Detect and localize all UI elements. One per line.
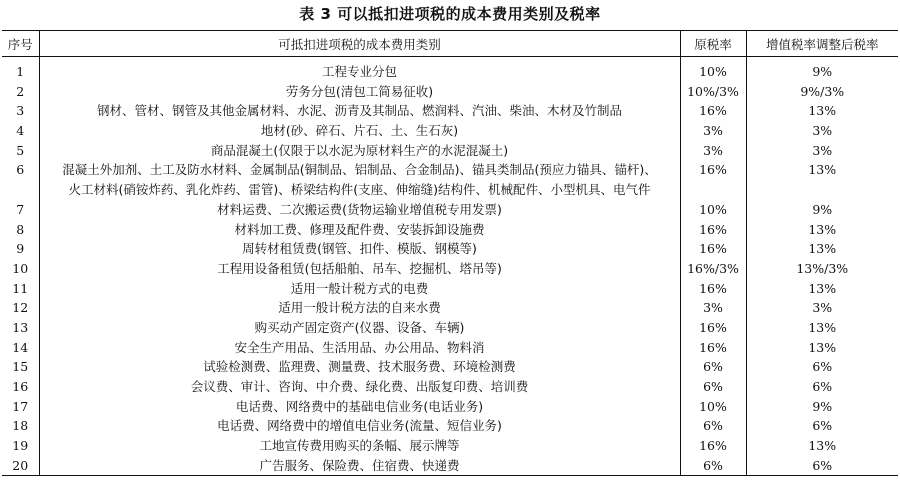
row-adjusted-rate: 3% bbox=[746, 121, 898, 141]
row-adjusted-rate: 9% bbox=[746, 57, 898, 82]
row-seq: 15 bbox=[2, 357, 39, 377]
category-line: 安全生产用品、生活用品、办公用品、物料消 bbox=[234, 339, 485, 355]
row-seq: 8 bbox=[2, 220, 39, 240]
row-original-rate: 6% bbox=[680, 357, 746, 377]
row-seq: 9 bbox=[2, 239, 39, 259]
row-original-rate: 16% bbox=[680, 101, 746, 121]
row-original-rate: 6% bbox=[680, 416, 746, 436]
category-line: 工程专业分包 bbox=[321, 64, 397, 79]
row-seq: 13 bbox=[2, 318, 39, 338]
table-row bbox=[2, 200, 898, 220]
row-category bbox=[39, 298, 680, 318]
category-line: 材料运费、二次搬运费(货物运输业增值税专用发票) bbox=[217, 201, 502, 217]
category-line: 购买动产固定资产(仪器、设备、车辆) bbox=[254, 319, 465, 335]
category-line: 广告服务、保险费、住宿费、快递费 bbox=[259, 457, 460, 473]
header-adjusted-rate: 增值税率调整后税率 bbox=[746, 31, 898, 57]
row-category bbox=[39, 160, 680, 199]
table-row bbox=[2, 357, 898, 377]
category-line: 试验检测费、监理费、测量费、技术服务费、环境检测费 bbox=[203, 359, 516, 375]
row-seq: 17 bbox=[2, 397, 39, 417]
row-seq: 5 bbox=[2, 141, 39, 161]
table-row bbox=[2, 338, 898, 358]
table-title: 表 3 可以抵扣进项税的成本费用类别及税率 bbox=[299, 5, 601, 23]
row-seq: 12 bbox=[2, 298, 39, 318]
row-original-rate: 16% bbox=[680, 436, 746, 456]
row-seq: 7 bbox=[2, 200, 39, 220]
row-seq: 4 bbox=[2, 121, 39, 141]
row-adjusted-rate: 9% bbox=[746, 200, 898, 220]
row-original-rate: 10% bbox=[680, 200, 746, 220]
row-adjusted-rate: 13% bbox=[746, 160, 898, 199]
row-adjusted-rate: 13% bbox=[746, 220, 898, 240]
row-category bbox=[39, 82, 680, 102]
row-original-rate: 3% bbox=[680, 298, 746, 318]
table-row bbox=[2, 456, 898, 476]
row-original-rate: 10% bbox=[680, 397, 746, 417]
row-adjusted-rate: 13% bbox=[746, 101, 898, 121]
row-adjusted-rate: 6% bbox=[746, 416, 898, 436]
row-seq: 3 bbox=[2, 101, 39, 121]
table-row bbox=[2, 57, 898, 82]
category-line: 混凝土外加剂、土工及防水材料、金属制品(铜制品、铝制品、合金制品)、锚具类制品(预应力锚具、锚杆)、 bbox=[62, 162, 657, 178]
table-row bbox=[2, 239, 898, 259]
row-seq: 16 bbox=[2, 377, 39, 397]
row-seq: 6 bbox=[2, 160, 39, 199]
row-original-rate: 10%/3% bbox=[680, 82, 746, 102]
category-line: 钢材、管材、钢管及其他金属材料、水泥、沥青及其制品、燃润料、汽油、柴油、木材及竹制品 bbox=[96, 103, 622, 119]
row-category bbox=[39, 141, 680, 161]
table-header-row bbox=[2, 31, 898, 57]
category-line: 工地宣传费用购买的条幅、展示牌等 bbox=[259, 438, 460, 454]
row-seq: 10 bbox=[2, 259, 39, 279]
row-original-rate: 16% bbox=[680, 220, 746, 240]
row-seq: 19 bbox=[2, 436, 39, 456]
category-line: 周转材租赁费(钢管、扣件、模版、钢模等) bbox=[242, 241, 477, 257]
tax-rate-table bbox=[2, 30, 898, 476]
row-seq: 1 bbox=[2, 57, 39, 82]
row-adjusted-rate: 9%/3% bbox=[746, 82, 898, 102]
row-category bbox=[39, 397, 680, 417]
row-category bbox=[39, 279, 680, 299]
row-category bbox=[39, 239, 680, 259]
table-row bbox=[2, 82, 898, 102]
table-row bbox=[2, 298, 898, 318]
table-body bbox=[2, 57, 898, 476]
row-adjusted-rate: 6% bbox=[746, 357, 898, 377]
category-line: 电话费、网络费中的基础电信业务(电话业务) bbox=[235, 398, 484, 414]
category-line: 适用一般计税方式的电费 bbox=[290, 280, 429, 296]
row-category bbox=[39, 436, 680, 456]
row-category bbox=[39, 121, 680, 141]
header-category: 可抵扣进项税的成本费用类别 bbox=[39, 31, 680, 57]
category-line: 火工材料(硝铵炸药、乳化炸药、雷管)、桥梁结构件(支座、伸缩缝)结构件、机械配件、小型机具、电气件 bbox=[68, 182, 651, 198]
row-seq: 14 bbox=[2, 338, 39, 358]
row-original-rate: 16% bbox=[680, 338, 746, 358]
row-category bbox=[39, 377, 680, 397]
table-row bbox=[2, 259, 898, 279]
table-row bbox=[2, 220, 898, 240]
row-original-rate: 6% bbox=[680, 377, 746, 397]
row-original-rate: 10% bbox=[680, 57, 746, 82]
category-line: 会议费、审计、咨询、中介费、绿化费、出版复印费、培训费 bbox=[190, 379, 529, 394]
row-seq: 2 bbox=[2, 82, 39, 102]
table-row bbox=[2, 279, 898, 299]
category-line: 劳务分包(清包工简易征收) bbox=[285, 83, 434, 99]
table-row bbox=[2, 436, 898, 456]
row-category bbox=[39, 57, 680, 82]
row-seq: 11 bbox=[2, 279, 39, 299]
row-original-rate: 6% bbox=[680, 456, 746, 476]
row-category bbox=[39, 220, 680, 240]
table-row bbox=[2, 160, 898, 199]
row-category bbox=[39, 318, 680, 338]
row-original-rate: 16%/3% bbox=[680, 259, 746, 279]
row-category bbox=[39, 416, 680, 436]
row-category bbox=[39, 200, 680, 220]
row-adjusted-rate: 13% bbox=[746, 279, 898, 299]
category-line: 工程用设备租赁(包括船舶、吊车、挖掘机、塔吊等) bbox=[217, 260, 502, 276]
header-original-rate: 原税率 bbox=[680, 31, 746, 57]
category-line: 材料加工费、修理及配件费、安装拆卸设施费 bbox=[234, 221, 485, 237]
row-seq: 20 bbox=[2, 456, 39, 476]
row-adjusted-rate: 3% bbox=[746, 298, 898, 318]
row-category bbox=[39, 456, 680, 476]
category-line: 商品混凝土(仅限于以水泥为原材料生产的水泥混凝土) bbox=[210, 142, 509, 158]
row-adjusted-rate: 6% bbox=[746, 377, 898, 397]
row-original-rate: 3% bbox=[680, 121, 746, 141]
row-category bbox=[39, 338, 680, 358]
row-category bbox=[39, 259, 680, 279]
table-row bbox=[2, 141, 898, 161]
table-row bbox=[2, 101, 898, 121]
row-original-rate: 16% bbox=[680, 160, 746, 199]
row-adjusted-rate: 13%/3% bbox=[746, 259, 898, 279]
table-row bbox=[2, 377, 898, 397]
row-category bbox=[39, 357, 680, 377]
row-category bbox=[39, 101, 680, 121]
category-line: 适用一般计税方法的自来水费 bbox=[278, 300, 441, 316]
table-row bbox=[2, 121, 898, 141]
row-original-rate: 3% bbox=[680, 141, 746, 161]
row-adjusted-rate: 9% bbox=[746, 397, 898, 417]
table-row bbox=[2, 318, 898, 338]
category-line: 地材(砂、碎石、片石、土、生石灰) bbox=[260, 123, 459, 139]
table-row bbox=[2, 416, 898, 436]
row-adjusted-rate: 13% bbox=[746, 318, 898, 338]
row-seq: 18 bbox=[2, 416, 39, 436]
row-adjusted-rate: 13% bbox=[746, 239, 898, 259]
row-original-rate: 16% bbox=[680, 318, 746, 338]
row-adjusted-rate: 6% bbox=[746, 456, 898, 476]
row-original-rate: 16% bbox=[680, 239, 746, 259]
row-original-rate: 16% bbox=[680, 279, 746, 299]
category-line: 电话费、网络费中的增值电信业务(流量、短信业务) bbox=[217, 418, 502, 434]
table-row bbox=[2, 397, 898, 417]
row-adjusted-rate: 13% bbox=[746, 436, 898, 456]
row-adjusted-rate: 13% bbox=[746, 338, 898, 358]
header-seq: 序号 bbox=[2, 31, 39, 57]
row-adjusted-rate: 3% bbox=[746, 141, 898, 161]
